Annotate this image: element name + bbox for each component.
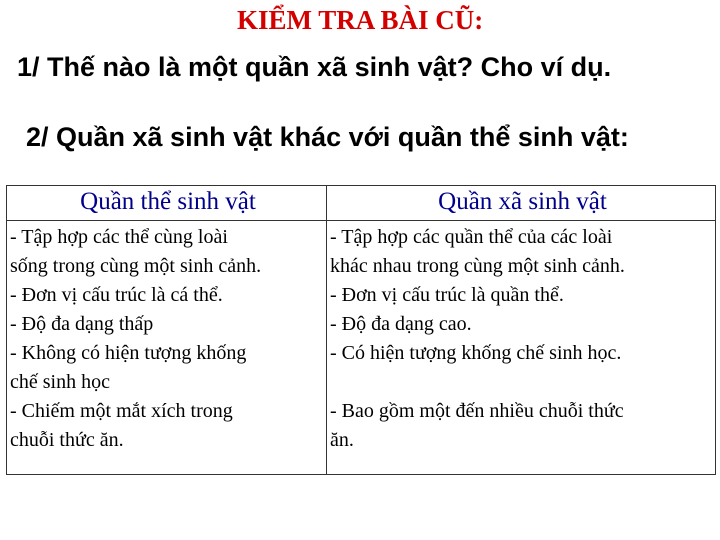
- header-population: Quần thể sinh vật: [7, 186, 327, 221]
- community-trait-line: - Độ đa dạng cao.: [330, 313, 472, 335]
- community-trait-line: khác nhau trong cùng một sinh cảnh.: [330, 255, 625, 277]
- community-trait-line: - Có hiện tượng khống chế sinh học.: [330, 342, 622, 364]
- population-trait-line: chuỗi thức ăn.: [10, 429, 124, 451]
- population-trait-line: - Chiếm một mắt xích trong: [10, 400, 233, 422]
- comparison-table: [6, 185, 716, 475]
- population-trait-line: - Tập hợp các thể cùng loài: [10, 226, 228, 248]
- population-trait-line: sống trong cùng một sinh cảnh.: [10, 255, 262, 277]
- population-trait-line: chế sinh học: [10, 371, 110, 393]
- population-trait-line: - Đơn vị cấu trúc là cá thể.: [10, 284, 223, 306]
- community-trait-line: [330, 368, 715, 397]
- community-trait-line: - Bao gồm một đến nhiều chuỗi thức: [330, 400, 624, 422]
- table-header-row: [7, 186, 716, 221]
- table-row: [7, 221, 716, 475]
- community-trait-line: - Đơn vị cấu trúc là quần thể.: [330, 284, 564, 306]
- community-traits-cell: [327, 221, 716, 475]
- community-trait-line: ăn.: [330, 429, 354, 451]
- community-trait-line: - Tập hợp các quần thể của các loài: [330, 226, 613, 248]
- question-2: 2/ Quần xã sinh vật khác với quần thể sinh vật:: [26, 122, 629, 152]
- population-trait-line: - Độ đa dạng thấp: [10, 313, 154, 335]
- population-traits-cell: [7, 221, 327, 475]
- question-1: 1/ Thế nào là một quần xã sinh vật? Cho ví dụ.: [17, 52, 612, 82]
- slide-title: KIỂM TRA BÀI CŨ:: [237, 5, 484, 35]
- population-trait-line: - Không có hiện tượng khống: [10, 342, 247, 364]
- header-community: Quần xã sinh vật: [327, 186, 716, 221]
